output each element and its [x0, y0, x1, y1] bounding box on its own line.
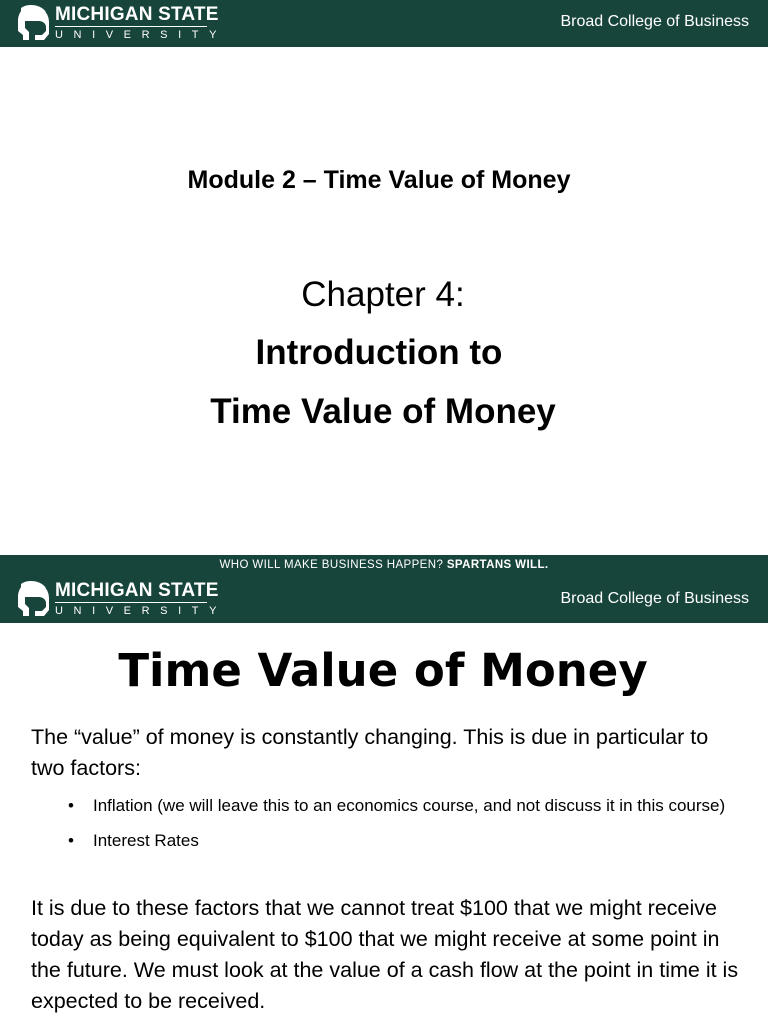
body-paragraph: It is due to these factors that we cannot treat $100 that we might receive today as being equivalent to $100 that we might receive at some point in the future. We must look at the value of a cash flow at the point in time it is expected to be received. [31, 896, 739, 1013]
logo-divider [55, 602, 207, 603]
logo-divider [55, 26, 207, 27]
tagline-question: WHO WILL MAKE BUSINESS HAPPEN? [219, 559, 444, 571]
spartan-helmet-icon [15, 580, 49, 618]
bullet-dot-icon: • [68, 796, 74, 815]
chapter-title-line2: Time Value of Money [210, 392, 556, 431]
logo-university-word: UNIVERSITY [55, 605, 228, 617]
msu-logo [15, 580, 227, 618]
list-item [66, 827, 726, 854]
college-name: Broad College of Business [560, 13, 749, 30]
bullet-dot-icon: • [68, 831, 74, 850]
tagline [0, 559, 768, 571]
slide-title: Time Value of Money [118, 644, 648, 697]
college-name: Broad College of Business [560, 590, 749, 607]
module-heading: Module 2 – Time Value of Money [187, 166, 571, 194]
spartan-helmet-icon [15, 4, 49, 42]
header-bar [0, 0, 768, 47]
tagline-answer: SPARTANS WILL. [446, 559, 549, 571]
list-item [66, 792, 726, 819]
logo-university-name: MICHIGAN STATE [55, 580, 219, 601]
intro-paragraph: The “value” of money is constantly changing. This is due in particular to two factors: [31, 725, 709, 780]
slide-divider-bar [0, 555, 768, 623]
logo-university-word: UNIVERSITY [55, 29, 228, 41]
list-item-text: Inflation (we will leave this to an economics course, and not discuss it in this course) [93, 796, 726, 815]
logo-university-name: MICHIGAN STATE [55, 4, 219, 25]
chapter-title-line1: Introduction to [255, 333, 503, 372]
factor-list [66, 792, 726, 862]
chapter-label: Chapter 4: [301, 275, 465, 314]
msu-logo [15, 4, 227, 42]
list-item-text: Interest Rates [93, 831, 199, 850]
